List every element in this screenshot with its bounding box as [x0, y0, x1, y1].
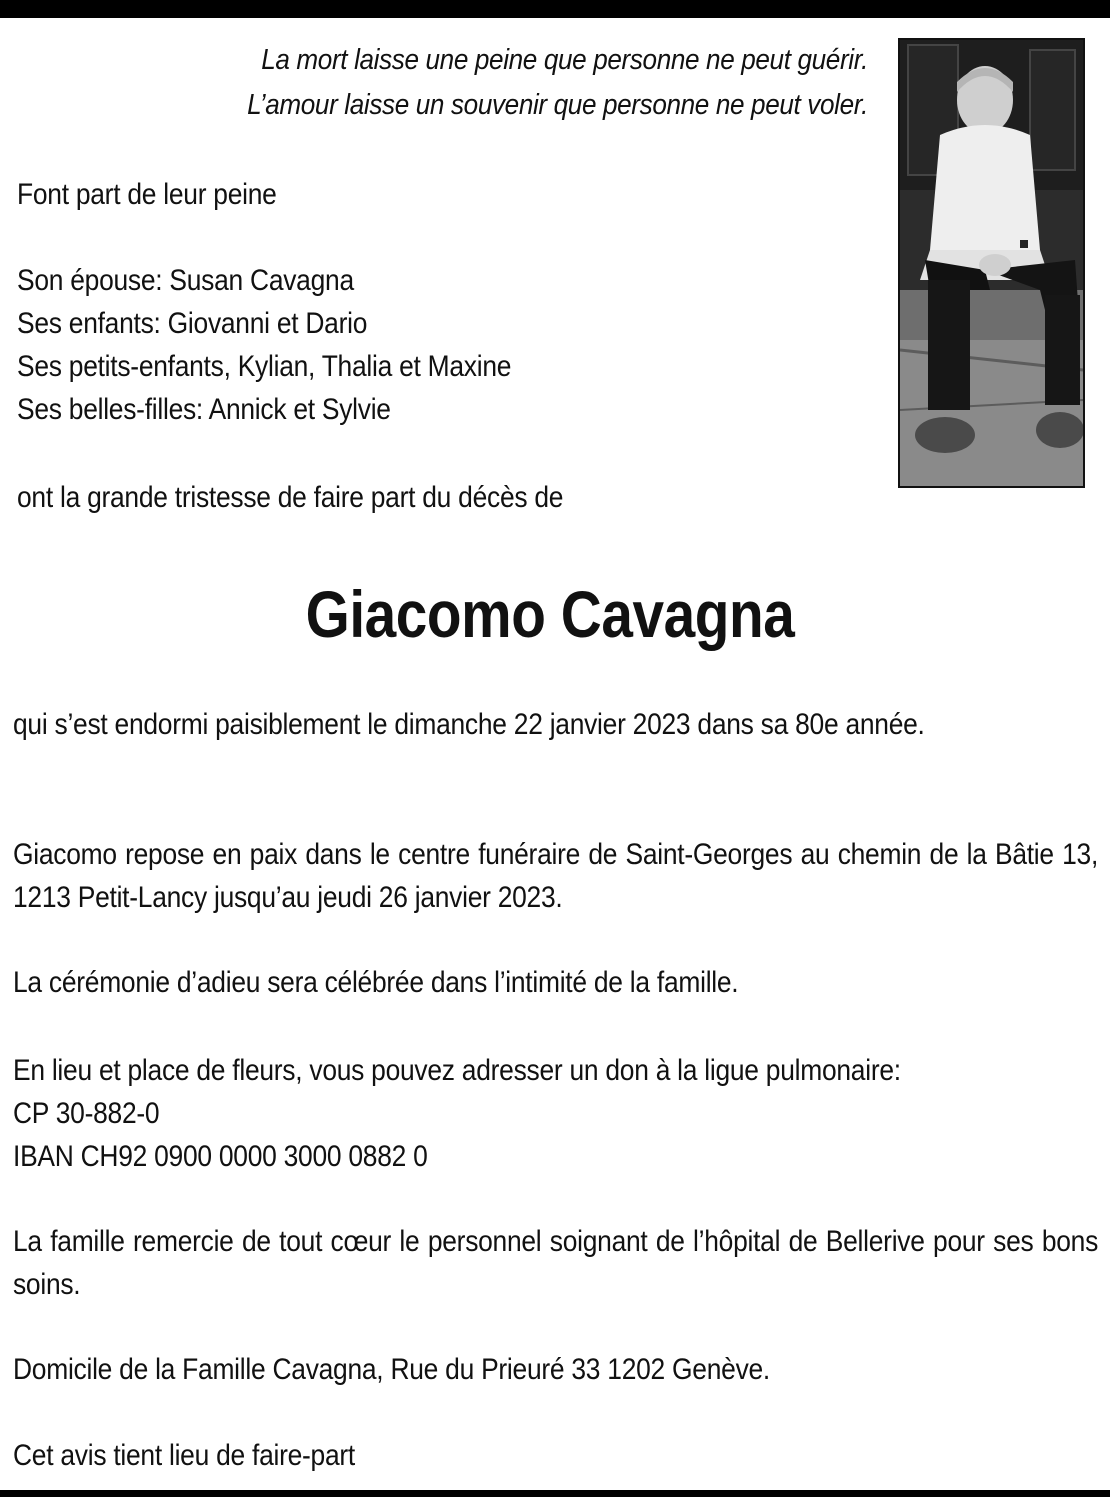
family-spouse: Son épouse: Susan Cavagna — [17, 264, 354, 297]
donation-text: En lieu et place de fleurs, vous pouvez adresser un don à la ligue pulmonaire: — [13, 1054, 901, 1087]
family-list — [17, 259, 774, 431]
notice-text: Cet avis tient lieu de faire-part — [13, 1439, 356, 1472]
donation-block — [13, 1049, 1098, 1178]
deceased-name: Giacomo Cavagna — [305, 577, 795, 651]
repose-text: Giacomo repose en paix dans le centre funéraire de Saint-Georges au chemin de la Bâtie 13, 1213 Petit-Lancy jusqu’au jeudi 26 janvier 2023. — [13, 838, 1099, 914]
epitaph-quote — [141, 38, 868, 128]
epitaph-line-1: La mort laisse une peine que personne ne peut guérir. — [261, 44, 868, 76]
thanks-paragraph — [13, 1220, 1098, 1306]
epitaph-line-2: L’amour laisse un souvenir que personne ne peut voler. — [247, 89, 868, 121]
family-grandchildren: Ses petits-enfants, Kylian, Thalia et Maxine — [17, 350, 512, 383]
domicile-text: Domicile de la Famille Cavagna, Rue du Prieuré 33 1202 Genève. — [13, 1353, 771, 1386]
portrait-illustration — [900, 40, 1083, 486]
bottom-border-rule — [0, 1490, 1110, 1497]
donation-cp: CP 30-882-0 — [13, 1097, 160, 1130]
notice-paragraph — [13, 1434, 1098, 1477]
donation-paragraph — [13, 1049, 1098, 1178]
donation-iban: IBAN CH92 0900 0000 3000 0882 0 — [13, 1140, 428, 1173]
passing-paragraph — [13, 703, 1098, 746]
repose-paragraph — [13, 833, 1098, 919]
ceremony-text: La cérémonie d’adieu sera célébrée dans l’intimité de la famille. — [13, 966, 739, 999]
passing-text: qui s’est endormi paisiblement le dimanche 22 janvier 2023 dans sa 80e année. — [13, 708, 925, 741]
thanks-text: La famille remercie de tout cœur le personnel soignant de l’hôpital de Bellerive pour ses bons soins. — [13, 1225, 1099, 1301]
portrait-photo — [898, 38, 1085, 488]
ceremony-paragraph — [13, 961, 1098, 1004]
intro-text: Font part de leur peine — [17, 178, 277, 211]
family-children: Ses enfants: Giovanni et Dario — [17, 307, 368, 340]
domicile-paragraph — [13, 1348, 1098, 1391]
announcement-text: ont la grande tristesse de faire part du décès de — [17, 481, 564, 514]
family-daughters-in-law: Ses belles-filles: Annick et Sylvie — [17, 393, 391, 426]
top-border-rule — [0, 0, 1110, 18]
